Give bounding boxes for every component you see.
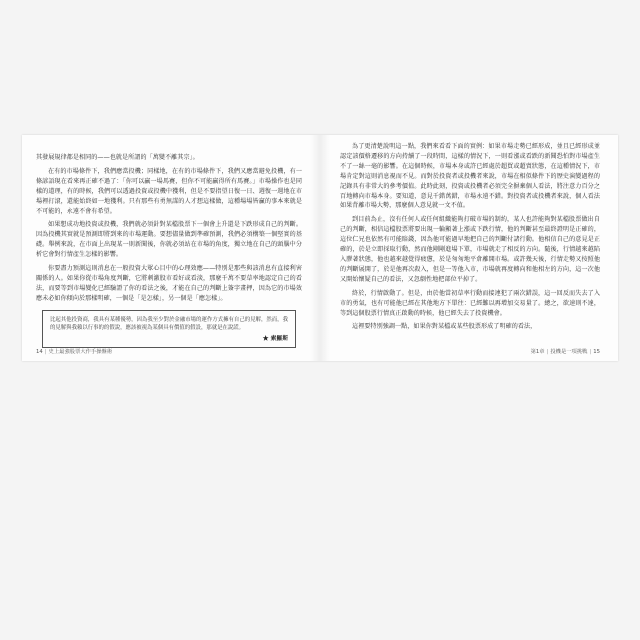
left-page <box>22 135 320 361</box>
right-page <box>320 135 618 361</box>
paragraph: 終於，行情啟動了。但是，由於他當初草率行動而接連犯了兩次錯誤，這一回反而失去了入市的勇氣，也有可能他已經在其他地方下單往：已經難以再增加交易量了。總之，欲速則不達，等到這個股票行情真正啟動的時候，他已經失去了投資機會。 <box>340 289 600 317</box>
chapter-label: 第1章 <box>530 349 545 355</box>
book-title: 史上最強股票大作手操盤術 <box>48 349 113 355</box>
paragraph: 在有的市場條件下，我們應當投機；同樣地，在有的市場條件下，我們又應當避免投機，有一條諺語現在看來再正確不過了：「你可以贏一場馬賽，但你不可能贏得所有馬賽。」市場操作也是同樣的道理，有的時候，我們可以透過投資或投機中獲利，但是不要指望日復一日、週復一週地在市場裡打滾，還能始終如一地獲利。只有那些有勇無謀的人才想這樣做，這種場場皆贏的事本來就是不可能的，永遠不會有希望。 <box>36 167 302 215</box>
quote-box <box>42 310 296 349</box>
left-footer: 14 | 史上最強股票大作手操盤術 <box>36 349 113 355</box>
quote-attribution: ★ 索羅斯 <box>262 335 288 342</box>
page-number: 15 <box>593 349 600 355</box>
quote-text: 比起其他投資商，我具有某種優勢，因為我至少對於金融市場的運作方式擁有自己的見解，然而，我的見解與我賴以行事的的假說，應該被視為某個具有價值的假設，那就是在說謊。 <box>50 316 288 332</box>
paragraph: 你要盡力預測這則消息在一般投資大眾心目中的心理效應——特別是那些與該消息有直接利害關係的人。如果你從市場角度判斷，它將刺激股市看好或看淡，那麼千萬不要草率地認定自己的看法，而要等到市場變化已經驗證了你的看法之後，才能在自己的判斷上簽字畫押，因為它的市場效應未必如你傾向於那樣明確，一個是「是怎樣」，另一個是「應怎樣」。 <box>36 265 302 302</box>
page-number: 14 <box>36 349 43 355</box>
paragraph: 為了更清楚說明這一點，我們來看看下面的實例：如果市場走勢已經形成，並且已經形成並認定該價格遷移的方向持續了一段時間，這樣的情況下，一則看漲或看跌的新聞恐怕對市場產生不了一絲一毫的影響。在這個時候，市場本身或許已經處於超買或超賣狀態，在這種情況下，市場肯定對這則消息視而不見。而對於投資者或投機者來說，市場在相似條件下的歷史演變過程的記錄具有非常大的參考價值。此時此刻，投資或投機者必須完全摒棄個人看法，將注意力百分之百地轉向市場本身。要知道，意見千錯萬錯，市場永遠不錯。對投資者或投機者來說，個人看法如果背離市場大勢，那麼個人意見就一文不值。 <box>340 143 600 210</box>
paragraph: 到目前為止，沒有任何人或任何組織能夠打破市場的制約，某人也許能夠對某檔股票做出自己的判斷，相信這檔股票將要出現一輪顯著上漲或下跌行情，他的判斷甚至最終證明是正確的，這位仁兄也依然有可能賠錢，因為他可能過早地把自己的判斷付諸行動。他相信自己的意見是正確的，於是立即採取行動，然而他剛剛進場下單，市場就走了相反的方向。隨後，行情越來越陷入膠著狀態，他也越來越覺得疲憊，於是匆匆地平倉離開市場。或許幾天後，行情走勢又按照他的判斷展開了，於是他再次殺入，但是一等他入市，市場就再度轉向和他相左的方向，這一次他又開始懷疑自己的看法，又忽劇性地把部位平掉了。 <box>340 216 600 283</box>
chapter-title: 投機是一項挑戰 <box>550 349 588 355</box>
paragraph: 如果想成功地投資或投機，我們就必須針對某檔股票下一個會上升還是下跌形成自己的判斷。因為投機其實就是預測即將到來的市場運動。要想儘量做到準確預測，我們必須構築一個堅實的基礎。舉例來說，在市面上出現某一則新聞後，你就必須站在市場的角度，獨立地在自己的頭腦中分析它會對行情產生怎樣的影響。 <box>36 221 302 259</box>
book-spread <box>22 135 618 361</box>
paragraph: 其發展規律都是相同的——也就是所謂的「萬變不離其宗」。 <box>36 154 199 161</box>
right-footer: 第1章 | 投機是一項挑戰 | 15 <box>530 349 600 355</box>
paragraph: 這裡要特別強調一點，如果你對某檔或某些股票形成了明確的看法， <box>352 323 537 331</box>
